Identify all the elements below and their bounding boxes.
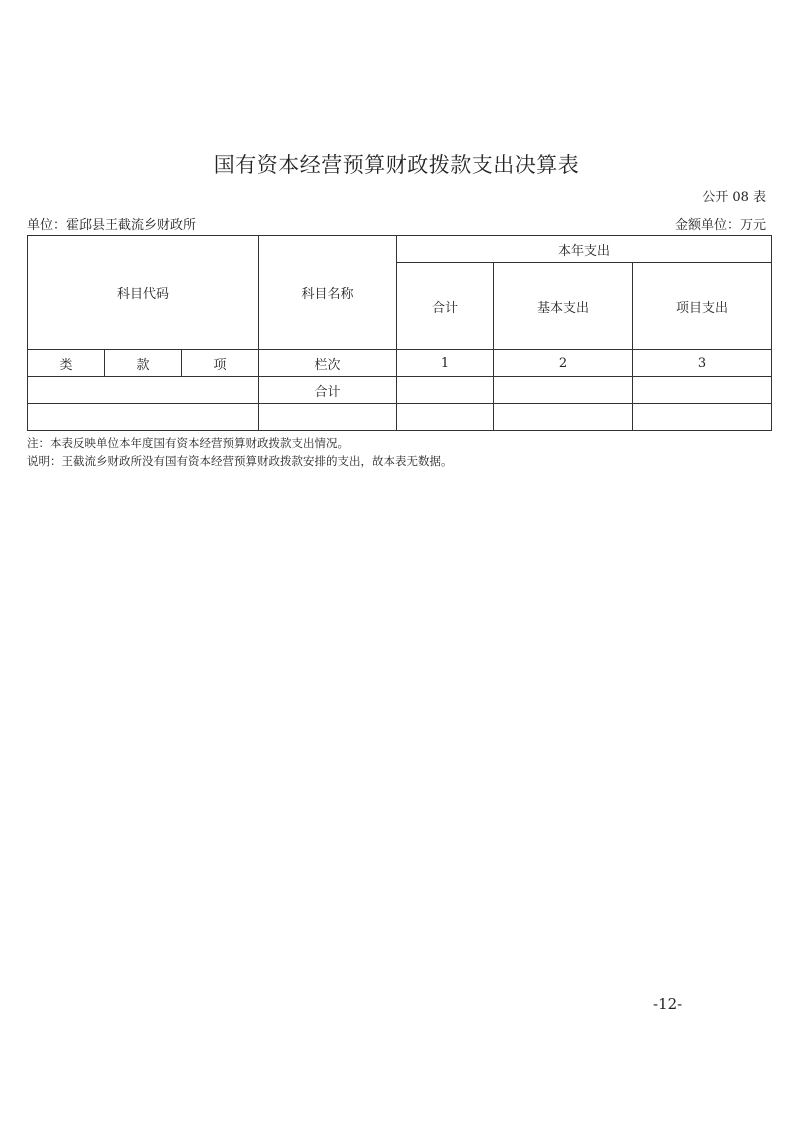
empty-row <box>28 404 772 431</box>
empty-row-total-cell <box>397 404 494 431</box>
expenditure-table <box>27 235 772 431</box>
total-row-label: 合计 <box>259 377 397 404</box>
note-line-1: 注：本表反映单位本年度国有资本经营预算财政拨款支出情况。 <box>27 436 349 450</box>
label-lei: 类 <box>28 350 105 377</box>
col-number-2: 2 <box>494 350 633 377</box>
total-row-total-cell <box>397 377 494 404</box>
label-lanci: 栏次 <box>259 350 397 377</box>
empty-row-basic-cell <box>494 404 633 431</box>
col-number-3: 3 <box>633 350 772 377</box>
empty-row-project-cell <box>633 404 772 431</box>
header-current-year-expenditure: 本年支出 <box>397 236 772 263</box>
page-title: 国有资本经营预算财政拨款支出决算表 <box>213 153 580 177</box>
header-project-expenditure: 项目支出 <box>633 263 772 350</box>
total-row-basic-cell <box>494 377 633 404</box>
notes <box>27 434 453 470</box>
total-row-project-cell <box>633 377 772 404</box>
page-number: -12- <box>653 995 683 1013</box>
col-number-1: 1 <box>397 350 494 377</box>
note-line-2: 说明：王截流乡财政所没有国有资本经营预算财政拨款安排的支出，故本表无数据。 <box>27 454 453 468</box>
header-subject-code: 科目代码 <box>28 236 259 350</box>
table-number: 公开 08 表 <box>702 190 766 205</box>
header-row-1 <box>28 236 772 263</box>
empty-row-name-cell <box>259 404 397 431</box>
total-row <box>28 377 772 404</box>
label-xiang: 项 <box>182 350 259 377</box>
header-subject-name: 科目名称 <box>259 236 397 350</box>
label-kuan: 款 <box>105 350 182 377</box>
header-basic-expenditure: 基本支出 <box>494 263 633 350</box>
amount-unit-label: 金额单位：万元 <box>674 218 766 233</box>
unit-label: 单位：霍邱县王截流乡财政所 <box>27 218 197 233</box>
empty-row-code-cell <box>28 404 259 431</box>
header-total: 合计 <box>397 263 494 350</box>
column-index-row <box>28 350 772 377</box>
total-row-code-cell <box>28 377 259 404</box>
